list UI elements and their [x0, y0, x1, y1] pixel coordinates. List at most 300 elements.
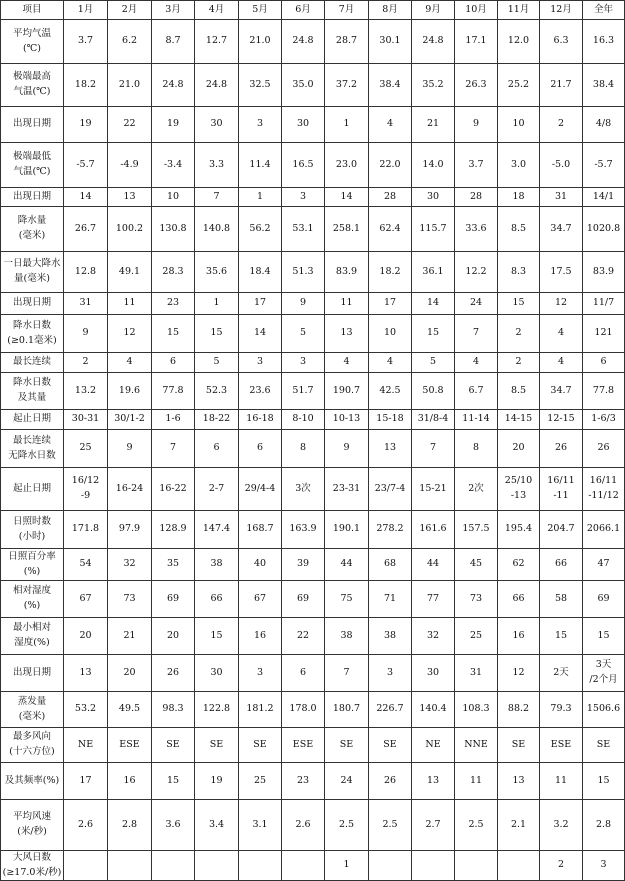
cell-line: 31	[469, 666, 483, 678]
table-row	[1, 549, 625, 581]
table-cell	[455, 655, 498, 692]
table-cell	[583, 468, 625, 511]
cell-line: 3天	[595, 659, 612, 671]
cell-line: -13	[510, 490, 527, 501]
table-cell: 157.5	[455, 511, 498, 549]
table-cell: 10-13	[325, 410, 369, 430]
table-cell: 2.1	[498, 800, 540, 851]
table-cell: 73	[108, 581, 152, 618]
row-label	[1, 410, 64, 430]
table-cell: 168.7	[239, 511, 282, 549]
table-cell: 25	[455, 618, 498, 655]
row-label	[1, 800, 64, 851]
table-cell: 278.2	[369, 511, 412, 549]
table-row	[1, 800, 625, 851]
row-label	[1, 763, 64, 800]
row-label-line: (小时)	[18, 530, 46, 542]
header-month: 12月	[540, 1, 583, 20]
cell-line: -11/12	[588, 490, 619, 501]
table-cell: 26.7	[64, 207, 108, 252]
table-cell: 3.3	[195, 143, 239, 188]
table-cell: 38.4	[369, 64, 412, 107]
row-label	[1, 207, 64, 252]
cell-line: 25/10	[504, 475, 533, 487]
header-month: 11月	[498, 1, 540, 20]
table-cell: 25.2	[498, 64, 540, 107]
table-cell: 9	[108, 430, 152, 468]
cell-line: 23/7-4	[374, 482, 406, 494]
table-cell: 20	[152, 618, 195, 655]
row-label	[1, 430, 64, 468]
table-cell: 88.2	[498, 692, 540, 728]
table-cell: 68	[369, 549, 412, 581]
table-cell: 3	[583, 851, 625, 881]
row-label-line: 降水日数	[12, 319, 51, 331]
table-cell: 22	[108, 107, 152, 143]
table-cell: 100.2	[108, 207, 152, 252]
table-cell: 12.8	[64, 252, 108, 293]
table-cell: -5.7	[64, 143, 108, 188]
table-cell: 12	[108, 315, 152, 353]
table-cell: 13	[325, 315, 369, 353]
table-cell	[498, 851, 540, 881]
table-cell: 108.3	[455, 692, 498, 728]
table-cell: 1	[325, 107, 369, 143]
table-cell	[152, 468, 195, 511]
table-cell: 18.2	[369, 252, 412, 293]
table-cell: 163.9	[282, 511, 325, 549]
row-label	[1, 728, 64, 763]
table-cell: 30	[282, 107, 325, 143]
table-row	[1, 188, 625, 207]
table-row	[1, 64, 625, 107]
table-cell: 30/1-2	[108, 410, 152, 430]
row-label-line: (%)	[23, 600, 41, 611]
table-cell: 15	[583, 618, 625, 655]
table-cell: -4.9	[108, 143, 152, 188]
row-label-line: 及其频率(%)	[4, 774, 60, 786]
table-cell: 16.5	[282, 143, 325, 188]
cell-line: /2个月	[589, 674, 618, 685]
table-cell: 171.8	[64, 511, 108, 549]
row-label-line: 出现日期	[12, 190, 51, 202]
table-cell: 2	[64, 353, 108, 373]
table-row	[1, 107, 625, 143]
row-label-line: 相对湿度	[12, 585, 51, 597]
table-cell	[369, 851, 412, 881]
table-cell: 1-6/3	[583, 410, 625, 430]
table-cell: 24	[325, 763, 369, 800]
table-cell: 25	[64, 430, 108, 468]
row-label-line: (十六方位)	[9, 746, 55, 757]
cell-line: 16-22	[159, 482, 187, 494]
table-cell: 51.7	[282, 373, 325, 410]
row-label-line: 降水量	[17, 215, 47, 227]
row-label-line: 无降水日数	[8, 449, 56, 461]
table-cell: SE	[369, 728, 412, 763]
table-cell: 66	[195, 581, 239, 618]
table-cell: 8.5	[498, 207, 540, 252]
table-cell: 32.5	[239, 64, 282, 107]
table-cell: 130.8	[152, 207, 195, 252]
row-label-line: 最多风向	[12, 731, 51, 743]
table-cell	[108, 468, 152, 511]
row-label-line: 平均风速	[12, 811, 51, 823]
table-cell	[412, 655, 455, 692]
row-label-line: 出现日期	[12, 666, 51, 678]
table-cell: 128.9	[152, 511, 195, 549]
table-cell: 26.3	[455, 64, 498, 107]
table-cell: 4	[455, 353, 498, 373]
cell-line: 13	[79, 666, 92, 678]
table-cell	[239, 468, 282, 511]
cell-line: 29/4-4	[244, 482, 276, 494]
table-cell	[455, 468, 498, 511]
row-label-line: 量(毫米)	[14, 273, 50, 284]
header-month: 10月	[455, 1, 498, 20]
table-cell: 38	[195, 549, 239, 581]
table-cell: 77.8	[152, 373, 195, 410]
table-row	[1, 252, 625, 293]
table-cell	[412, 851, 455, 881]
table-cell	[412, 468, 455, 511]
row-label	[1, 655, 64, 692]
table-cell: 7	[412, 430, 455, 468]
table-row	[1, 655, 625, 692]
table-cell: 32	[108, 549, 152, 581]
table-cell: 19.6	[108, 373, 152, 410]
table-cell: 12.7	[195, 20, 239, 64]
table-cell: 40	[239, 549, 282, 581]
table-cell: 66	[498, 581, 540, 618]
table-cell: 6	[583, 353, 625, 373]
table-cell: 35.6	[195, 252, 239, 293]
table-cell: 35.0	[282, 64, 325, 107]
table-cell: 24.8	[282, 20, 325, 64]
header-month: 9月	[412, 1, 455, 20]
table-cell: 23.6	[239, 373, 282, 410]
table-cell: 190.7	[325, 373, 369, 410]
table-cell: 32	[412, 618, 455, 655]
row-label-line: (≥0.1毫米)	[7, 334, 57, 346]
table-cell: 1506.6	[583, 692, 625, 728]
table-row	[1, 511, 625, 549]
table-cell: 21.0	[108, 64, 152, 107]
table-cell: 97.9	[108, 511, 152, 549]
table-cell: 19	[195, 763, 239, 800]
row-label-line: (≥17.0米/秒)	[2, 866, 62, 878]
table-cell: 75	[325, 581, 369, 618]
table-cell: 10	[498, 107, 540, 143]
table-cell: 122.8	[195, 692, 239, 728]
table-cell: 2.8	[108, 800, 152, 851]
table-cell: 21.0	[239, 20, 282, 64]
table-cell: 18.2	[64, 64, 108, 107]
table-cell: 7	[195, 188, 239, 207]
row-label	[1, 618, 64, 655]
table-cell: 17	[369, 293, 412, 315]
table-cell: 14	[412, 293, 455, 315]
cell-line: 3次	[295, 482, 311, 494]
table-cell: 42.5	[369, 373, 412, 410]
table-cell: 2.5	[455, 800, 498, 851]
header-month: 全年	[583, 1, 625, 20]
table-cell	[108, 851, 152, 881]
table-cell: NE	[412, 728, 455, 763]
table-cell: 26	[540, 430, 583, 468]
table-cell: 11-14	[455, 410, 498, 430]
table-row	[1, 353, 625, 373]
table-cell	[64, 468, 108, 511]
table-cell: 18	[498, 188, 540, 207]
table-cell: 24	[455, 293, 498, 315]
table-cell: 38.4	[583, 64, 625, 107]
table-cell: 19	[64, 107, 108, 143]
cell-line: 2天	[553, 666, 569, 678]
table-cell: SE	[325, 728, 369, 763]
table-cell: 140.8	[195, 207, 239, 252]
table-row	[1, 207, 625, 252]
table-cell: SE	[498, 728, 540, 763]
table-cell: 115.7	[412, 207, 455, 252]
table-cell	[239, 655, 282, 692]
table-cell: 15-18	[369, 410, 412, 430]
table-cell: 4	[369, 107, 412, 143]
row-label-line: 气温(℃)	[13, 166, 51, 177]
table-cell: 7	[455, 315, 498, 353]
table-cell	[498, 468, 540, 511]
table-cell: 69	[282, 581, 325, 618]
table-cell: 2.6	[64, 800, 108, 851]
table-cell: 10	[152, 188, 195, 207]
table-cell: 50.8	[412, 373, 455, 410]
table-cell: 11	[108, 293, 152, 315]
table-cell: 83.9	[325, 252, 369, 293]
table-cell: 71	[369, 581, 412, 618]
table-cell: 3.0	[498, 143, 540, 188]
table-cell: 6	[152, 353, 195, 373]
cell-line: -9	[80, 490, 91, 501]
table-cell: 62.4	[369, 207, 412, 252]
table-row	[1, 468, 625, 511]
cell-line: 16-24	[115, 482, 144, 494]
table-cell: 14.0	[412, 143, 455, 188]
table-cell: 67	[239, 581, 282, 618]
row-label-line: 气温(℃)	[13, 86, 51, 97]
table-cell: 15	[152, 315, 195, 353]
table-row	[1, 728, 625, 763]
table-cell: 98.3	[152, 692, 195, 728]
cell-line: 16/12	[71, 475, 100, 487]
row-label-line: 日照时数	[12, 515, 51, 527]
table-cell: ESE	[540, 728, 583, 763]
table-cell: 45	[455, 549, 498, 581]
table-cell: 21	[108, 618, 152, 655]
table-cell: 8	[455, 430, 498, 468]
table-cell: SE	[239, 728, 282, 763]
table-cell	[325, 468, 369, 511]
table-cell: 2.5	[325, 800, 369, 851]
table-cell: 4	[540, 315, 583, 353]
header-month: 5月	[239, 1, 282, 20]
table-cell: 16	[498, 618, 540, 655]
table-cell	[282, 851, 325, 881]
table-cell: 258.1	[325, 207, 369, 252]
cell-line: 30	[210, 666, 223, 678]
table-cell: 67	[64, 581, 108, 618]
table-cell: 13	[108, 188, 152, 207]
table-cell	[369, 468, 412, 511]
table-cell: 17.5	[540, 252, 583, 293]
table-cell: 30	[195, 107, 239, 143]
cell-line: 7	[343, 666, 350, 678]
row-label-line: (℃)	[22, 42, 42, 54]
table-cell: 9	[455, 107, 498, 143]
table-cell: 30-31	[64, 410, 108, 430]
table-row	[1, 692, 625, 728]
table-cell: 22	[282, 618, 325, 655]
cell-line: 23-31	[332, 482, 361, 494]
table-row	[1, 618, 625, 655]
table-cell: 16.3	[583, 20, 625, 64]
table-cell: 44	[325, 549, 369, 581]
cell-line: 16/11	[547, 475, 575, 487]
row-label	[1, 188, 64, 207]
table-cell	[498, 655, 540, 692]
table-cell: 12	[540, 293, 583, 315]
cell-line: 2次	[468, 482, 484, 494]
table-cell: 1	[195, 293, 239, 315]
table-cell: 4	[540, 353, 583, 373]
header-month: 8月	[369, 1, 412, 20]
table-cell: 3.2	[540, 800, 583, 851]
table-row	[1, 581, 625, 618]
table-cell: -5.0	[540, 143, 583, 188]
table-cell: 31/8-4	[412, 410, 455, 430]
row-label-line: 极端最高	[12, 71, 51, 83]
table-cell: 69	[583, 581, 625, 618]
table-cell: 66	[540, 549, 583, 581]
row-label-line: 最长连续	[12, 434, 51, 446]
row-label-line: 平均气温	[12, 27, 51, 39]
table-cell: 8-10	[282, 410, 325, 430]
table-cell: 37.2	[325, 64, 369, 107]
table-cell: 26	[583, 430, 625, 468]
header-month: 6月	[282, 1, 325, 20]
table-cell: 1-6	[152, 410, 195, 430]
table-cell: 2.5	[369, 800, 412, 851]
table-cell	[195, 851, 239, 881]
table-cell: 11	[455, 763, 498, 800]
table-cell: 121	[583, 315, 625, 353]
table-cell: 2	[540, 851, 583, 881]
row-label	[1, 692, 64, 728]
row-label	[1, 107, 64, 143]
table-cell: 2	[498, 353, 540, 373]
row-label-line: 日照百分率	[8, 550, 56, 562]
table-cell: 3	[282, 188, 325, 207]
table-cell: 14	[239, 315, 282, 353]
header-row	[1, 1, 625, 20]
table-cell: 15	[195, 618, 239, 655]
table-cell: 5	[412, 353, 455, 373]
table-cell: 12.0	[498, 20, 540, 64]
table-cell: 49.1	[108, 252, 152, 293]
cell-line: 20	[123, 666, 136, 678]
table-row	[1, 763, 625, 800]
table-cell: 3.7	[455, 143, 498, 188]
table-cell: 11	[540, 763, 583, 800]
table-cell: 3.1	[239, 800, 282, 851]
table-cell: 2066.1	[583, 511, 625, 549]
header-item-label: 项目	[1, 1, 64, 20]
table-cell: 15	[498, 293, 540, 315]
row-label-line: 起止日期	[12, 482, 51, 494]
table-cell: 9	[282, 293, 325, 315]
table-cell	[325, 655, 369, 692]
row-label	[1, 252, 64, 293]
table-cell: 53.2	[64, 692, 108, 728]
cell-line: 3	[386, 666, 394, 678]
table-cell: 1	[239, 188, 282, 207]
table-cell: 14/1	[583, 188, 625, 207]
table-cell: 3	[239, 353, 282, 373]
table-cell: 79.3	[540, 692, 583, 728]
cell-line: 16/11	[589, 475, 618, 487]
table-cell	[64, 655, 108, 692]
table-cell: 53.1	[282, 207, 325, 252]
header-month: 7月	[325, 1, 369, 20]
table-cell: 62	[498, 549, 540, 581]
table-cell: 15	[152, 763, 195, 800]
table-body	[1, 1, 625, 881]
table-cell: 1020.8	[583, 207, 625, 252]
table-row	[1, 430, 625, 468]
table-cell: 17	[239, 293, 282, 315]
table-row	[1, 410, 625, 430]
table-cell: 28	[369, 188, 412, 207]
row-label-line: (%)	[23, 565, 41, 577]
table-cell	[195, 468, 239, 511]
table-cell: 14	[325, 188, 369, 207]
table-cell: 28	[455, 188, 498, 207]
row-label-line: 降水日数	[12, 377, 51, 389]
table-cell: 13	[412, 763, 455, 800]
table-cell	[282, 655, 325, 692]
table-cell	[195, 655, 239, 692]
table-cell: 12.2	[455, 252, 498, 293]
table-cell: 11	[325, 293, 369, 315]
table-cell: 18-22	[195, 410, 239, 430]
table-cell: NE	[64, 728, 108, 763]
table-cell: 5	[282, 315, 325, 353]
table-cell: 69	[152, 581, 195, 618]
row-label	[1, 373, 64, 410]
table-cell: 73	[455, 581, 498, 618]
row-label	[1, 143, 64, 188]
table-cell: 8	[282, 430, 325, 468]
cell-line: 6	[299, 666, 307, 678]
table-cell	[540, 468, 583, 511]
table-cell	[152, 655, 195, 692]
table-cell: 26	[369, 763, 412, 800]
table-cell: 190.1	[325, 511, 369, 549]
table-cell: -3.4	[152, 143, 195, 188]
table-cell: 2	[540, 107, 583, 143]
table-cell	[369, 655, 412, 692]
table-cell: 33.6	[455, 207, 498, 252]
table-cell: 6	[195, 430, 239, 468]
